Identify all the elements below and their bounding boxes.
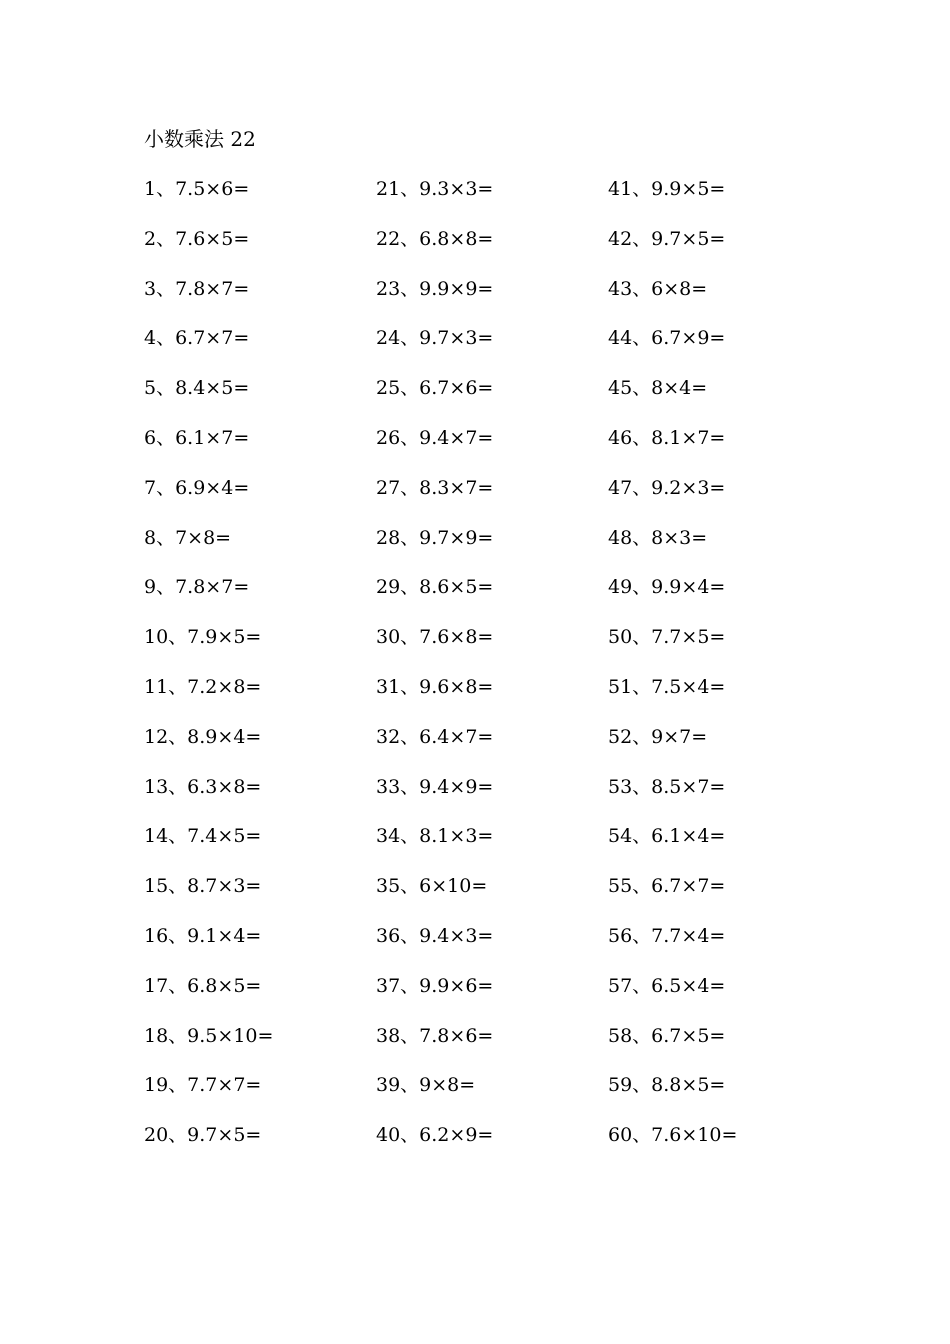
problem-item: 56、7.7×4= <box>608 924 726 947</box>
problem-item: 27、8.3×7= <box>376 476 494 499</box>
problem-item: 26、9.4×7= <box>376 426 494 449</box>
problem-item: 23、9.9×9= <box>376 277 494 300</box>
problem-item: 59、8.8×5= <box>608 1074 726 1097</box>
problem-item: 5、8.4×5= <box>144 377 250 400</box>
problem-item: 30、7.6×8= <box>376 626 494 649</box>
problem-item: 40、6.2×9= <box>376 1124 494 1147</box>
problem-item: 12、8.9×4= <box>144 725 262 748</box>
problem-item: 2、7.6×5= <box>144 227 250 250</box>
problem-item: 52、9×7= <box>608 725 708 748</box>
problem-item: 34、8.1×3= <box>376 825 494 848</box>
problem-column-2 <box>376 174 596 1170</box>
problem-item: 48、8×3= <box>608 526 708 549</box>
problem-item: 57、6.5×4= <box>608 974 726 997</box>
problem-item: 14、7.4×5= <box>144 825 262 848</box>
problem-item: 55、6.7×7= <box>608 875 726 898</box>
problem-item: 21、9.3×3= <box>376 178 494 200</box>
problem-item: 50、7.7×5= <box>608 626 726 649</box>
problem-item: 54、6.1×4= <box>608 825 726 848</box>
problem-item: 42、9.7×5= <box>608 227 726 250</box>
problem-item: 36、9.4×3= <box>376 924 494 947</box>
problem-item: 35、6×10= <box>376 875 488 898</box>
problem-item: 25、6.7×6= <box>376 377 494 400</box>
problem-item: 32、6.4×7= <box>376 725 494 748</box>
problem-item: 51、7.5×4= <box>608 675 726 698</box>
problem-item: 46、8.1×7= <box>608 426 726 449</box>
problem-item: 16、9.1×4= <box>144 924 262 947</box>
problem-item: 3、7.8×7= <box>144 277 250 300</box>
problem-item: 7、6.9×4= <box>144 476 250 499</box>
problem-item: 49、9.9×4= <box>608 576 726 599</box>
problem-item: 11、7.2×8= <box>144 675 262 698</box>
problem-item: 45、8×4= <box>608 377 708 400</box>
problem-item: 8、7×8= <box>144 526 232 549</box>
problem-item: 37、9.9×6= <box>376 974 494 997</box>
problem-item: 43、6×8= <box>608 277 708 300</box>
problem-item: 6、6.1×7= <box>144 426 250 449</box>
problem-item: 9、7.8×7= <box>144 576 250 599</box>
problem-item: 19、7.7×7= <box>144 1074 262 1097</box>
problem-item: 18、9.5×10= <box>144 1024 274 1047</box>
problem-item: 13、6.3×8= <box>144 775 262 798</box>
problem-item: 1、7.5×6= <box>144 178 250 200</box>
problem-item: 4、6.7×7= <box>144 327 250 350</box>
problem-item: 41、9.9×5= <box>608 178 726 200</box>
problem-item: 33、9.4×9= <box>376 775 494 798</box>
problem-item: 53、8.5×7= <box>608 775 726 798</box>
problem-item: 17、6.8×5= <box>144 974 262 997</box>
problem-item: 15、8.7×3= <box>144 875 262 898</box>
problem-item: 31、9.6×8= <box>376 675 494 698</box>
problem-column-1 <box>144 174 364 1170</box>
problem-column-3 <box>608 174 828 1170</box>
problem-item: 24、9.7×3= <box>376 327 494 350</box>
problem-item: 10、7.9×5= <box>144 626 262 649</box>
problem-item: 44、6.7×9= <box>608 327 726 350</box>
problem-item: 20、9.7×5= <box>144 1124 262 1147</box>
problem-item: 60、7.6×10= <box>608 1124 738 1147</box>
problem-item: 28、9.7×9= <box>376 526 494 549</box>
problem-item: 22、6.8×8= <box>376 227 494 250</box>
problem-item: 38、7.8×6= <box>376 1024 494 1047</box>
problem-item: 58、6.7×5= <box>608 1024 726 1047</box>
problem-item: 39、9×8= <box>376 1074 476 1097</box>
worksheet-title: 小数乘法 22 <box>144 127 256 151</box>
problem-item: 47、9.2×3= <box>608 476 726 499</box>
problem-item: 29、8.6×5= <box>376 576 494 599</box>
